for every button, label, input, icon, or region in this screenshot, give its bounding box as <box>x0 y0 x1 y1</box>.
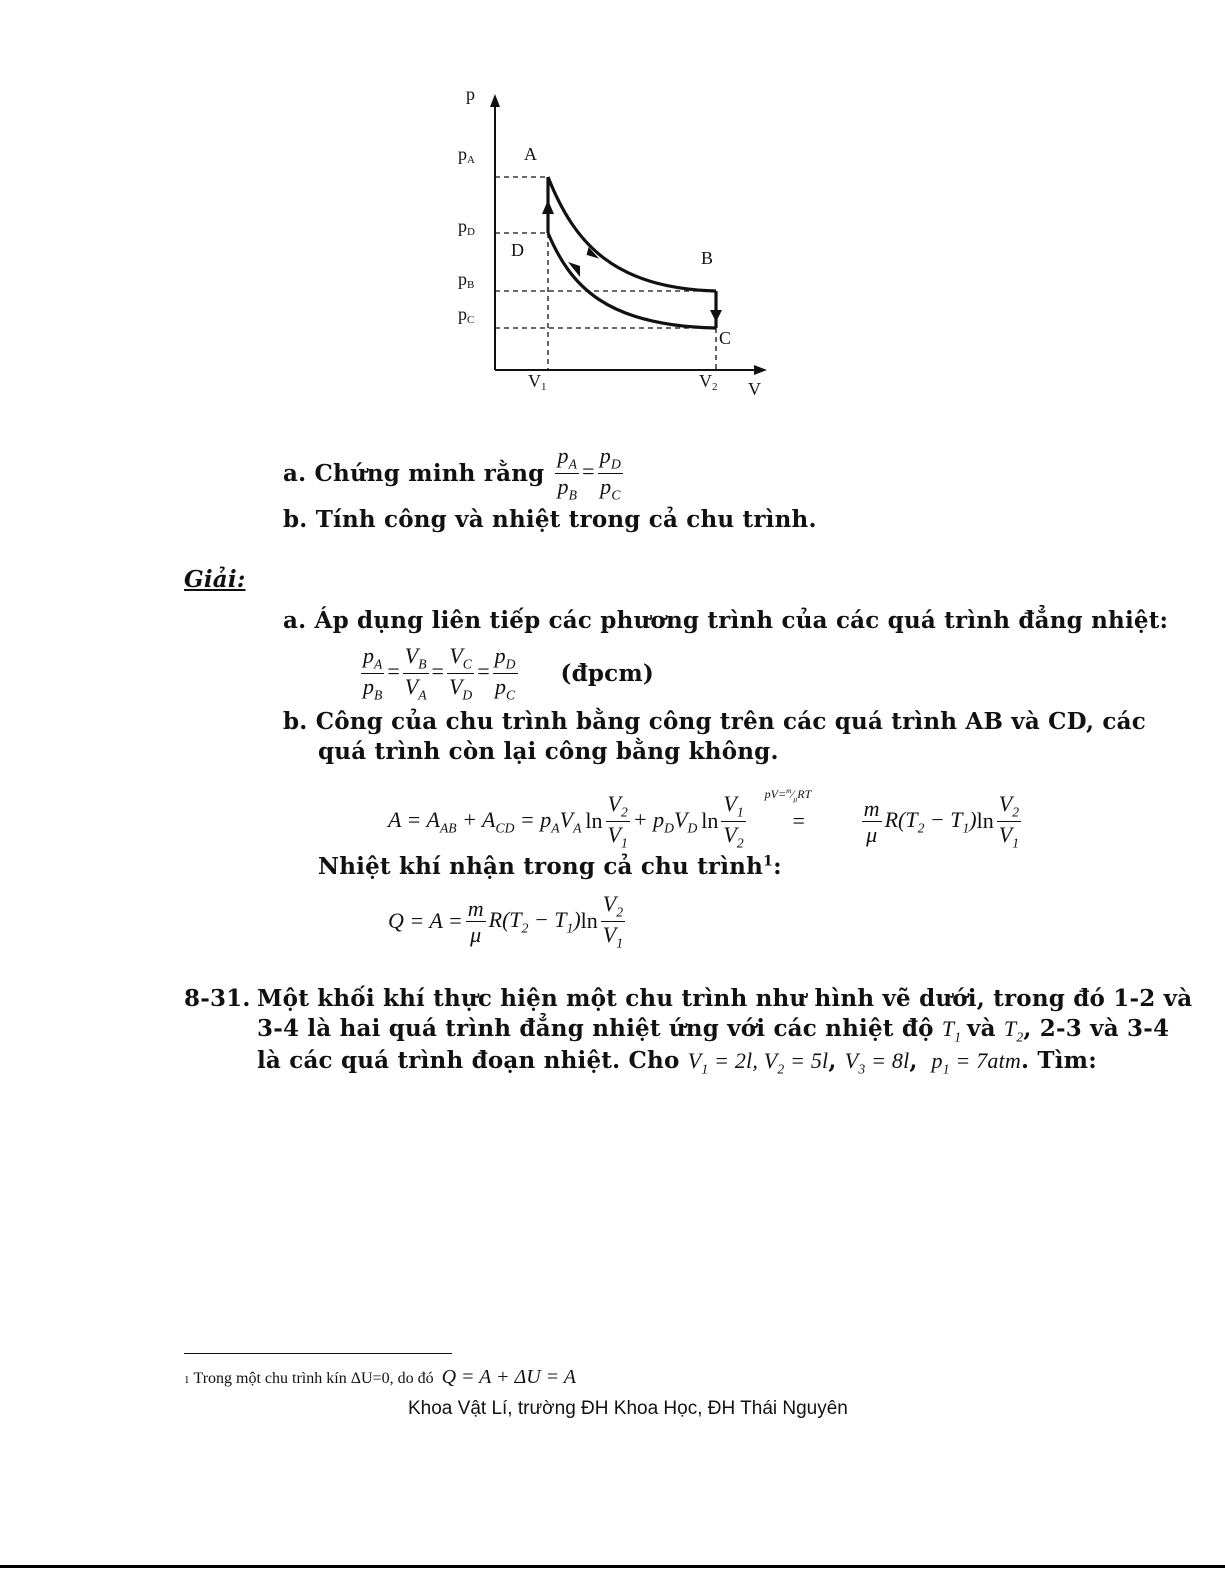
label-v1: V1 <box>528 371 547 393</box>
solution-heading: Giải: <box>184 566 246 593</box>
label-v2: V2 <box>699 371 718 393</box>
problem-line2: 3-4 là hai quá trình đẳng nhiệt ứng với các nhiệt độ $T_1$ và $T_2$, 2-3 và 3-4 <box>257 1015 1170 1045</box>
pv-cycle-diagram <box>440 80 780 400</box>
answer-a-formula: $\frac{p_A}{p_B}$ = $\frac{V_B}{V_A}$ = $\frac{V_C}{V_D}$ = $\frac{p_D}{p_C}$ (đpcm) <box>363 643 654 703</box>
answer-a-text: a. Áp dụng liên tiếp các phương trình của các quá trình đẳng nhiệt: <box>283 607 1169 634</box>
footnote-text: Trong một chu trình kín ΔU=0, do đó <box>193 1370 434 1387</box>
axis-v-label: V <box>748 379 761 399</box>
problem-line2-b: và <box>967 1015 996 1042</box>
problem-line2-c: , 2-3 và 3-4 <box>1023 1015 1170 1042</box>
problem-line3-b: Tìm: <box>1037 1047 1097 1074</box>
label-pc: pC <box>458 304 475 326</box>
label-d: D <box>511 240 524 260</box>
label-pd: pD <box>458 216 475 238</box>
question-b: b. Tính công và nhiệt trong cả chu trình. <box>283 506 817 533</box>
bottom-border <box>0 1565 1225 1568</box>
problem-line1: Một khối khí thực hiện một chu trình như hình vẽ dưới, trong đó 1-2 và <box>257 985 1193 1012</box>
label-c: C <box>719 328 732 348</box>
heat-text-main: Nhiệt khí nhận trong cả chu trình <box>318 853 764 880</box>
label-pa: pA <box>458 144 475 166</box>
question-a-formula: $\frac{p_A}{p_B}$ = $\frac{p_D}{p_C}$ <box>557 443 622 503</box>
heat-text: Nhiệt khí nhận trong cả chu trình$^1$: <box>318 853 782 880</box>
problem-line3-a: là các quá trình đoạn nhiệt. Cho <box>257 1047 680 1074</box>
label-pb: pB <box>458 269 475 291</box>
label-a: A <box>524 144 537 164</box>
answer-b-line2: quá trình còn lại công bằng không. <box>318 738 779 765</box>
problem-line2-a: 3-4 là hai quá trình đẳng nhiệt ứng với các nhiệt độ <box>257 1015 934 1042</box>
answer-a-note: (đpcm) <box>560 659 654 687</box>
question-a-text: a. Chứng minh rằng <box>283 459 545 487</box>
footnote-number: 1 <box>184 1374 190 1386</box>
work-formula: $A = A_{AB} + A_{CD} = p_AV_A$ ln $\frac{V_2}{V_1}$ + $p_DV_D$ ln $\frac{V_1}{V_2}$ $pV=^m⁄_\mu RT$ = $\frac{m}{\mu}$ $R(T_2 - T_1)$ ln $\frac{V_2}{V_1}$ <box>388 786 1019 851</box>
page-footer: Khoa Vật Lí, trường ĐH Khoa Học, ĐH Thái Nguyên <box>408 1398 848 1419</box>
heat-footnote-ref: 1 <box>763 853 774 870</box>
problem-number: 8-31. <box>184 985 251 1012</box>
curve-cd <box>548 233 716 328</box>
problem-line3: là các quá trình đoạn nhiệt. Cho $V_1 = 2l$, $V_2 = 5l$, $V_3 = 8l$, $p_1 = 7atm$. Tìm: <box>257 1047 1097 1077</box>
axis-p-label: p <box>466 84 475 104</box>
answer-b-line1: b. Công của chu trình bằng công trên các quá trình AB và CD, các <box>283 708 1146 735</box>
label-b: B <box>701 248 714 268</box>
footnote: 1 Trong một chu trình kín ΔU=0, do đó Q = A + ΔU = A <box>184 1366 577 1388</box>
arrow-da <box>542 200 554 214</box>
heat-formula: Q = A = $\frac{m}{\mu}$ $R(T_2 - T_1)$ ln $\frac{V_2}{V_1}$ <box>388 891 624 951</box>
footnote-separator <box>184 1353 452 1354</box>
arrow-bc <box>710 310 722 322</box>
question-a <box>283 444 626 502</box>
